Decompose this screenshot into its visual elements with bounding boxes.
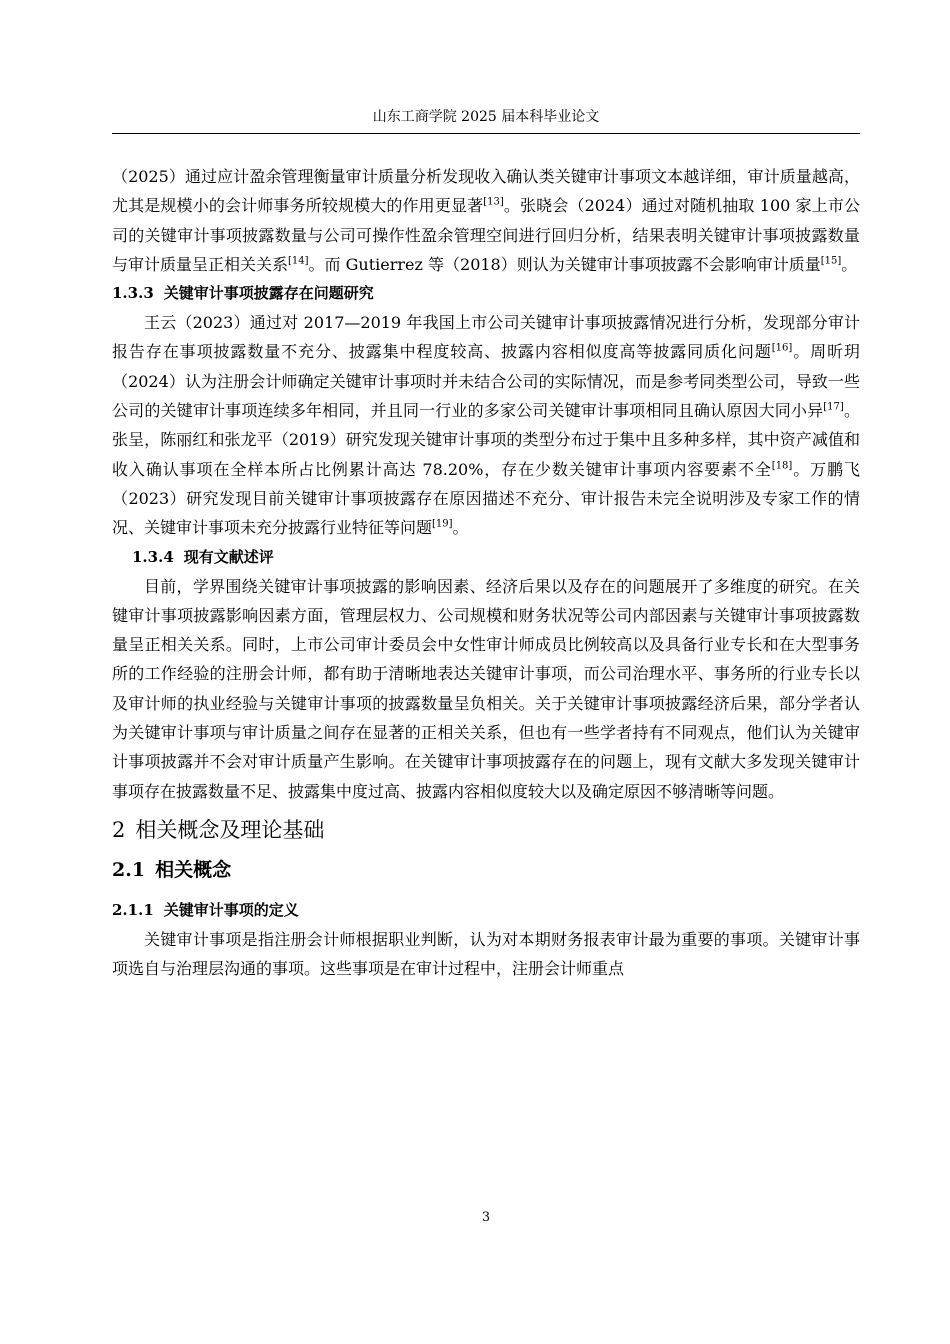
- paragraph-text: 。张晓会（2024）通过对随机抽取 100 家上市公司的关键审计事项披露数量与公司可操作性盈余管理空间进行回归分析，结果表明关键审计事项披露数量与审计质量呈正相关关系: [112, 196, 860, 274]
- section-title: 现有文献述评: [183, 547, 274, 566]
- paragraph-text: 。: [841, 254, 858, 274]
- citation-ref: [16]: [771, 343, 793, 355]
- section-title: 关键审计事项的定义: [163, 900, 299, 919]
- paragraph: 关键审计事项是指注册会计师根据职业判断，认为对本期财务报表审计最为重要的事项。关键审计事项选自与治理层沟通的事项。这些事项是在审计过程中，注册会计师重点: [112, 929, 860, 979]
- section-title: 相关概念: [155, 858, 232, 881]
- section-heading-2-1-1: [112, 896, 860, 925]
- section-heading-2-1: [112, 856, 860, 884]
- section-heading-1-3-4: [112, 543, 860, 572]
- paragraph: 目前，学界围绕关键审计事项披露的影响因素、经济后果以及存在的问题展开了多维度的研究。在关键审计事项披露影响因素方面，管理层权力、公司规模和财务状况等公司内部因素与关键审计事项披露数量呈正相关关系。同时，上市公司审计委员会中女性审计师成员比例较高以及具备行业专长和在大型事务所的工作经验的注册会计师，都有助于清晰地表达关键审计事项，而公司治理水平、事务所的行业专长以及审计师的执业经验与关键审计事项的披露数量呈负相关。关于关键审计事项披露经济后果，部分学者认为关键审计事项与审计质量之间存在显著的正相关关系，但也有一些学者持有不同观点，他们认为关键审计事项披露并不会对审计质量产生影响。在关键审计事项披露存在的问题上，现有文献大多发现关键审计事项存在披露数量不足、披露集中度过高、披露内容相似度较大以及确定原因不够清晰等问题。: [112, 576, 860, 801]
- section-number: 1.3.4: [132, 547, 174, 566]
- citation-ref: [17]: [823, 401, 844, 413]
- paragraph-continuation: [112, 162, 860, 279]
- page-header: 山东工商学院 2025 届本科毕业论文: [372, 109, 600, 125]
- paragraph-text: 。而 Gutierrez 等（2018）则认为关键审计事项披露不会影响审计质量: [308, 254, 821, 274]
- section-number: 2.1.1: [112, 900, 154, 919]
- paragraph-text: 。: [452, 518, 469, 538]
- citation-ref: [15]: [820, 255, 842, 267]
- paragraph-text: 王云（2023）通过对 2017—2019 年我国上市公司关键审计事项披露情况进行分析，发现部分审计报告存在事项披露数量不充分、披露集中程度较高、披露内容相似度高等披露同质化问题: [112, 313, 860, 362]
- citation-ref: [18]: [771, 460, 793, 472]
- paragraph-text: 。万鹏飞（2023）研究发现目前关键审计事项披露存在原因描述不充分、审计报告未完全说明涉及专家工作的情况、关键审计事项未充分披露行业特征等问题: [112, 459, 860, 538]
- section-number: 2.1: [112, 858, 146, 881]
- section-heading-1-3-3: [112, 279, 860, 308]
- paragraph-text: 。张呈，陈丽红和张龙平（2019）研究发现关键审计事项的类型分布过于集中且多种多样，其中资产减值和收入确认事项在全样本所占比例累计高达 78.20%，存在少数关键审计事项内容要素不全: [112, 401, 860, 479]
- citation-ref: [14]: [288, 255, 309, 267]
- paragraph-text: （2025）通过应计盈余管理衡量审计质量分析发现收入确认类关键审计事项文本越详细，审计质量越高，尤其是规模小的会计师事务所较规模大的作用更显著: [112, 167, 860, 216]
- citation-ref: [13]: [483, 196, 504, 208]
- paragraph: [112, 308, 860, 542]
- page-body: [112, 162, 860, 984]
- chapter-title: 相关概念及理论基础: [135, 817, 325, 842]
- citation-ref: [19]: [432, 518, 453, 530]
- chapter-heading-2: [112, 816, 860, 844]
- chapter-number: 2: [112, 817, 126, 842]
- header-rule: [112, 133, 860, 134]
- section-title: 关键审计事项披露存在问题研究: [163, 284, 374, 303]
- section-number: 1.3.3: [112, 284, 154, 303]
- page-number: 3: [481, 1210, 491, 1225]
- paragraph-text: 。周昕玥（2024）认为注册会计师确定关键审计事项时并未结合公司的实际情况，而是参考同类型公司，导致一些公司的关键审计事项连续多年相同，并且同一行业的多家公司关键审计事项相同且确认原因大同小异: [112, 342, 860, 421]
